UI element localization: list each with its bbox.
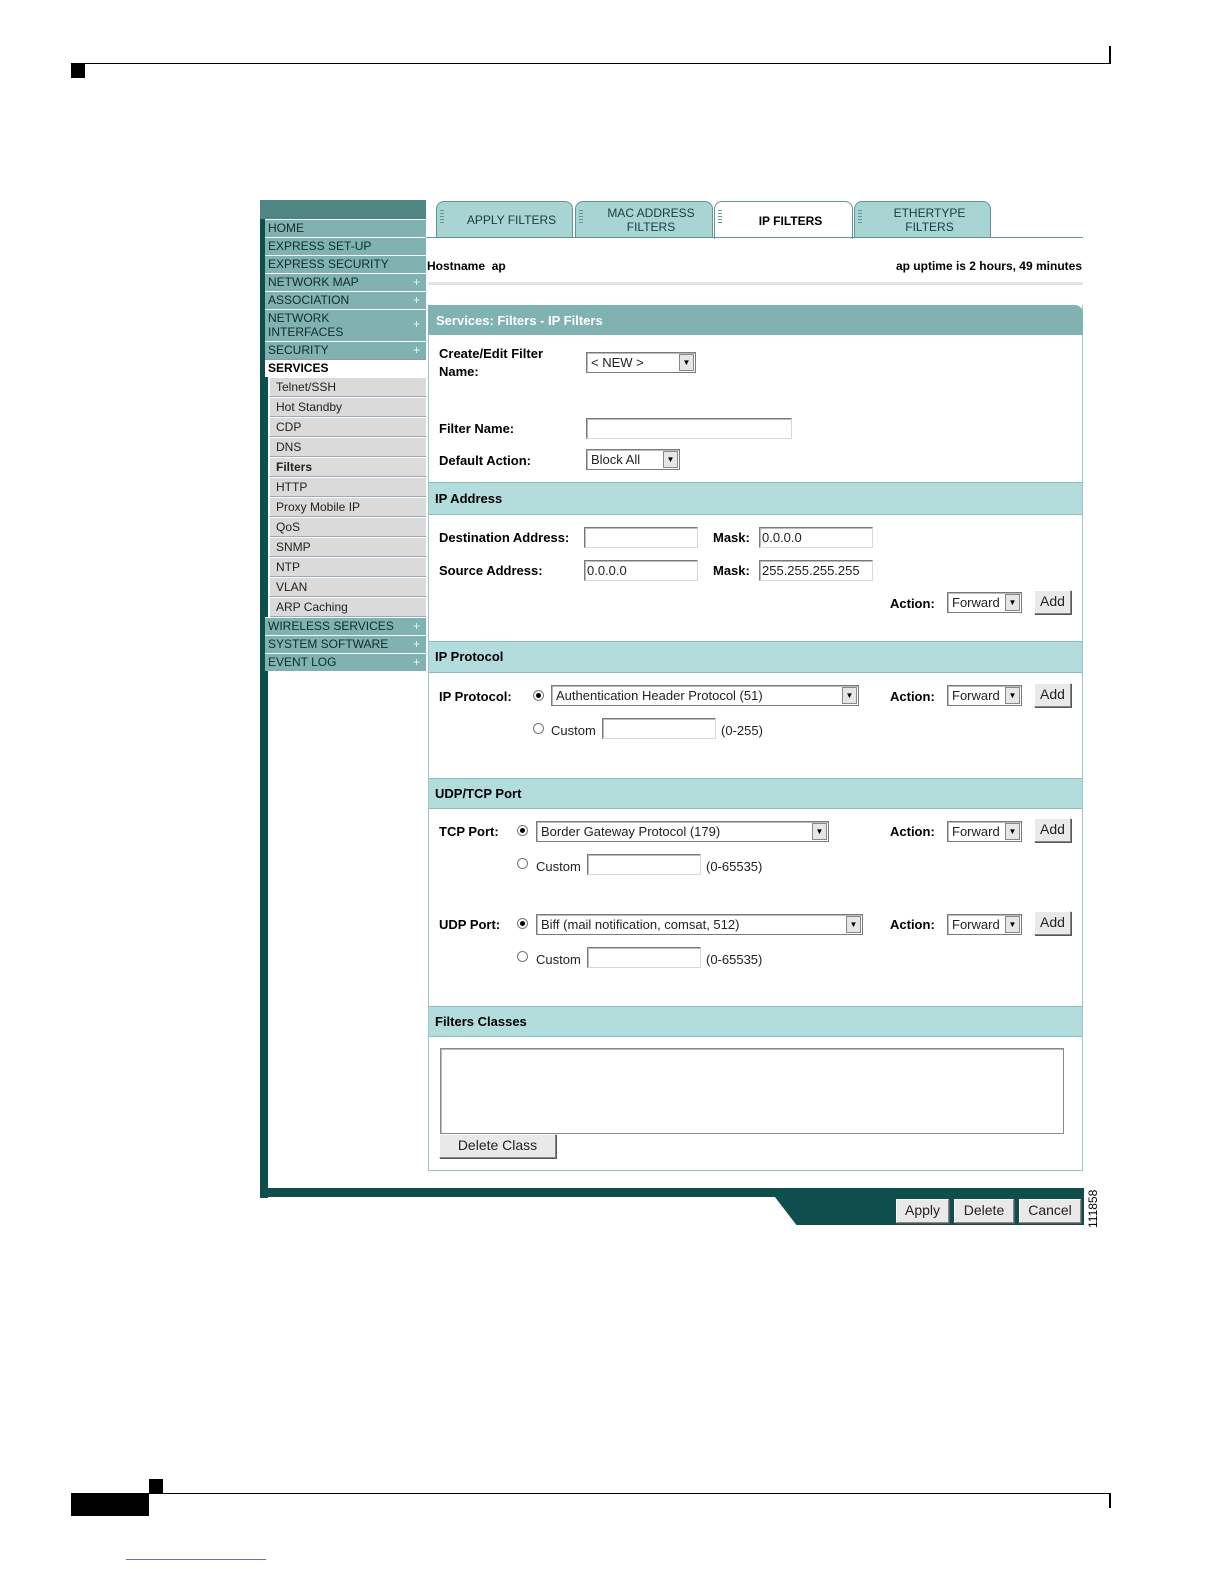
udp-tcp-heading: UDP/TCP Port: [429, 778, 1082, 809]
hostname: [427, 259, 506, 273]
dropdown-arrow-icon: ▼: [1005, 594, 1020, 611]
select-value: < NEW >: [591, 355, 644, 370]
dropdown-arrow-icon: ▼: [812, 823, 827, 840]
sidebar-sub-arp-caching[interactable]: ARP Caching: [270, 597, 426, 617]
sidebar-item-system-software[interactable]: [265, 635, 426, 653]
uptime: ap uptime is 2 hours, 49 minutes: [895, 259, 1082, 273]
footer-link-line: [126, 1559, 266, 1560]
tcp-port-custom-radio[interactable]: [517, 858, 528, 869]
select-value: Authentication Header Protocol (51): [556, 688, 763, 703]
sidebar: [260, 200, 426, 1198]
ip-address-heading: IP Address: [429, 482, 1082, 515]
tcp-action-label: Action:: [890, 824, 935, 839]
delete-button[interactable]: Delete: [954, 1199, 1014, 1223]
source-mask-input[interactable]: 255.255.255.255: [759, 560, 873, 581]
ip-address-add-button[interactable]: Add: [1034, 590, 1071, 614]
ip-protocol-action-select[interactable]: [947, 685, 1022, 706]
header-divider: [428, 282, 1083, 285]
ip-protocol-add-button[interactable]: Add: [1034, 683, 1071, 707]
ip-protocol-select[interactable]: [551, 685, 859, 706]
sidebar-item-express-setup[interactable]: [265, 237, 426, 255]
sidebar-sub-hot-standby[interactable]: Hot Standby: [270, 397, 426, 417]
udp-add-button[interactable]: Add: [1034, 911, 1071, 935]
destination-mask-input[interactable]: 0.0.0.0: [759, 527, 873, 548]
dropdown-arrow-icon: ▼: [842, 687, 857, 704]
tcp-port-preset-radio[interactable]: [517, 825, 528, 836]
dropdown-arrow-icon: ▼: [846, 916, 861, 933]
filter-name-label: Filter Name:: [439, 421, 515, 436]
udp-port-label: UDP Port:: [439, 917, 501, 932]
hostname-value: ap: [491, 259, 506, 273]
select-value: Forward: [952, 917, 1000, 932]
tcp-add-button[interactable]: Add: [1034, 818, 1071, 842]
header-mark: [71, 64, 85, 78]
expand-icon: +: [412, 317, 420, 331]
ip-protocol-custom-radio[interactable]: [533, 723, 544, 734]
sidebar-item-label: SYSTEM SOFTWARE: [268, 637, 389, 651]
figure-number: 111858: [1086, 1189, 1100, 1228]
ip-protocol-label: IP Protocol:: [439, 689, 512, 704]
filter-name-input[interactable]: [586, 418, 792, 439]
sidebar-list: [260, 219, 426, 671]
ip-protocol-heading: IP Protocol: [429, 641, 1082, 673]
footer-mark-right: [1109, 1494, 1111, 1508]
expand-icon: +: [412, 619, 420, 633]
sidebar-sub-proxy-mobile-ip[interactable]: Proxy Mobile IP: [270, 497, 426, 517]
sidebar-item-label: EVENT LOG: [268, 655, 337, 669]
header-rule: [71, 63, 1111, 64]
dropdown-arrow-icon: ▼: [1005, 916, 1020, 933]
sidebar-sub-dns[interactable]: DNS: [270, 437, 426, 457]
ip-address-action-select[interactable]: [947, 592, 1022, 613]
cancel-button[interactable]: Cancel: [1019, 1199, 1081, 1223]
hostname-label: Hostname: [427, 259, 486, 273]
udp-port-select[interactable]: [536, 914, 863, 935]
sidebar-sub-http[interactable]: HTTP: [270, 477, 426, 497]
sidebar-item-express-security[interactable]: [265, 255, 426, 273]
create-edit-label: Create/Edit Filter Name:: [439, 346, 544, 379]
expand-icon: +: [412, 293, 420, 307]
sidebar-item-services[interactable]: [265, 359, 426, 377]
dropdown-arrow-icon: ▼: [1005, 687, 1020, 704]
default-action-label: Default Action:: [439, 453, 531, 468]
dropdown-arrow-icon: ▼: [679, 354, 694, 371]
sidebar-item-wireless-services[interactable]: [265, 617, 426, 635]
udp-action-select[interactable]: [947, 914, 1022, 935]
udp-port-custom-input[interactable]: [587, 947, 701, 968]
tcp-port-range: (0-65535): [706, 859, 763, 874]
select-value: Forward: [952, 595, 1000, 610]
sidebar-item-label: ASSOCIATION: [268, 293, 350, 307]
expand-icon: +: [412, 655, 420, 669]
ip-protocol-preset-radio[interactable]: [533, 690, 544, 701]
create-edit-select[interactable]: [586, 352, 696, 373]
sidebar-item-event-log[interactable]: [265, 653, 426, 671]
sidebar-item-label: SECURITY: [268, 343, 329, 357]
tab-label: MAC ADDRESS FILTERS: [607, 205, 695, 234]
grip-icon: [858, 210, 862, 224]
tab-label: APPLY FILTERS: [466, 212, 557, 227]
delete-class-button[interactable]: Delete Class: [439, 1134, 556, 1158]
tab-underline: [426, 237, 1083, 238]
default-action-select[interactable]: [586, 449, 680, 470]
sidebar-sub-telnet-ssh[interactable]: Telnet/SSH: [270, 377, 426, 397]
sidebar-item-label: NETWORK MAP: [268, 275, 359, 289]
footer-rule: [71, 1493, 1111, 1494]
grip-icon: [579, 210, 583, 224]
sidebar-item-label: WIRELESS SERVICES: [268, 619, 394, 633]
udp-port-custom-radio[interactable]: [517, 951, 528, 962]
sidebar-header: [260, 200, 426, 219]
sidebar-sub-filters[interactable]: Filters: [270, 457, 426, 477]
expand-icon: +: [412, 343, 420, 357]
ip-address-action-label: Action:: [890, 596, 935, 611]
tab-mac-address-filters[interactable]: [575, 201, 713, 237]
sidebar-sub-qos[interactable]: QoS: [270, 517, 426, 537]
destination-address-label: Destination Address:: [439, 530, 570, 545]
select-value: Forward: [952, 824, 1000, 839]
page-title: Services: Filters - IP Filters: [428, 305, 1083, 335]
tab-label: IP FILTERS: [758, 213, 823, 228]
sidebar-item-label: EXPRESS SECURITY: [268, 257, 389, 271]
sidebar-sub-snmp[interactable]: SNMP: [270, 537, 426, 557]
tab-label: ETHERTYPE FILTERS: [893, 205, 966, 234]
source-address-label: Source Address:: [439, 563, 543, 578]
select-value: Biff (mail notification, comsat, 512): [541, 917, 740, 932]
header-mark-right: [1109, 46, 1111, 64]
ip-protocol-custom-input[interactable]: [602, 718, 716, 739]
footer-mark: [149, 1479, 163, 1493]
sidebar-item-network-interfaces[interactable]: [265, 309, 426, 341]
source-address-input[interactable]: 0.0.0.0: [584, 560, 698, 581]
udp-port-range: (0-65535): [706, 952, 763, 967]
sidebar-item-label: HOME: [268, 221, 304, 235]
tab-ethertype-filters[interactable]: [854, 201, 991, 237]
tab-apply-filters[interactable]: [436, 201, 573, 237]
select-value: Forward: [952, 688, 1000, 703]
destination-address-input[interactable]: [584, 527, 698, 548]
filters-classes-list[interactable]: [440, 1048, 1064, 1134]
select-value: Border Gateway Protocol (179): [541, 824, 721, 839]
tcp-port-select[interactable]: [536, 821, 829, 842]
sidebar-item-home[interactable]: [265, 219, 426, 237]
select-value: Block All: [591, 452, 641, 467]
tab-ip-filters[interactable]: [714, 201, 853, 239]
sidebar-sub-cdp[interactable]: CDP: [270, 417, 426, 437]
tcp-port-custom-input[interactable]: [587, 854, 701, 875]
tcp-port-custom-label: Custom: [536, 859, 581, 874]
source-mask-label: Mask:: [713, 563, 750, 578]
ip-protocol-range: (0-255): [721, 723, 763, 738]
sidebar-sub-vlan[interactable]: VLAN: [270, 577, 426, 597]
destination-mask-label: Mask:: [713, 530, 750, 545]
ip-protocol-action-label: Action:: [890, 689, 935, 704]
sidebar-sub-ntp[interactable]: NTP: [270, 557, 426, 577]
sidebar-item-label: NETWORK INTERFACES: [268, 311, 344, 339]
sidebar-item-label: EXPRESS SET-UP: [268, 239, 372, 253]
footer-block: [71, 1493, 149, 1516]
sidebar-item-association[interactable]: [265, 291, 426, 309]
sidebar-item-security[interactable]: [265, 341, 426, 359]
sidebar-item-label: SERVICES: [268, 361, 329, 375]
expand-icon: +: [412, 275, 420, 289]
grip-icon: [440, 210, 444, 224]
tcp-action-select[interactable]: [947, 821, 1022, 842]
udp-action-label: Action:: [890, 917, 935, 932]
dropdown-arrow-icon: ▼: [663, 451, 678, 468]
expand-icon: +: [412, 637, 420, 651]
udp-port-custom-label: Custom: [536, 952, 581, 967]
grip-icon: [718, 210, 722, 224]
dropdown-arrow-icon: ▼: [1005, 823, 1020, 840]
ip-protocol-custom-label: Custom: [551, 723, 596, 738]
apply-button[interactable]: Apply: [896, 1199, 949, 1223]
tcp-port-label: TCP Port:: [439, 824, 499, 839]
sidebar-item-network-map[interactable]: [265, 273, 426, 291]
filters-classes-heading: Filters Classes: [429, 1006, 1082, 1037]
udp-port-preset-radio[interactable]: [517, 918, 528, 929]
